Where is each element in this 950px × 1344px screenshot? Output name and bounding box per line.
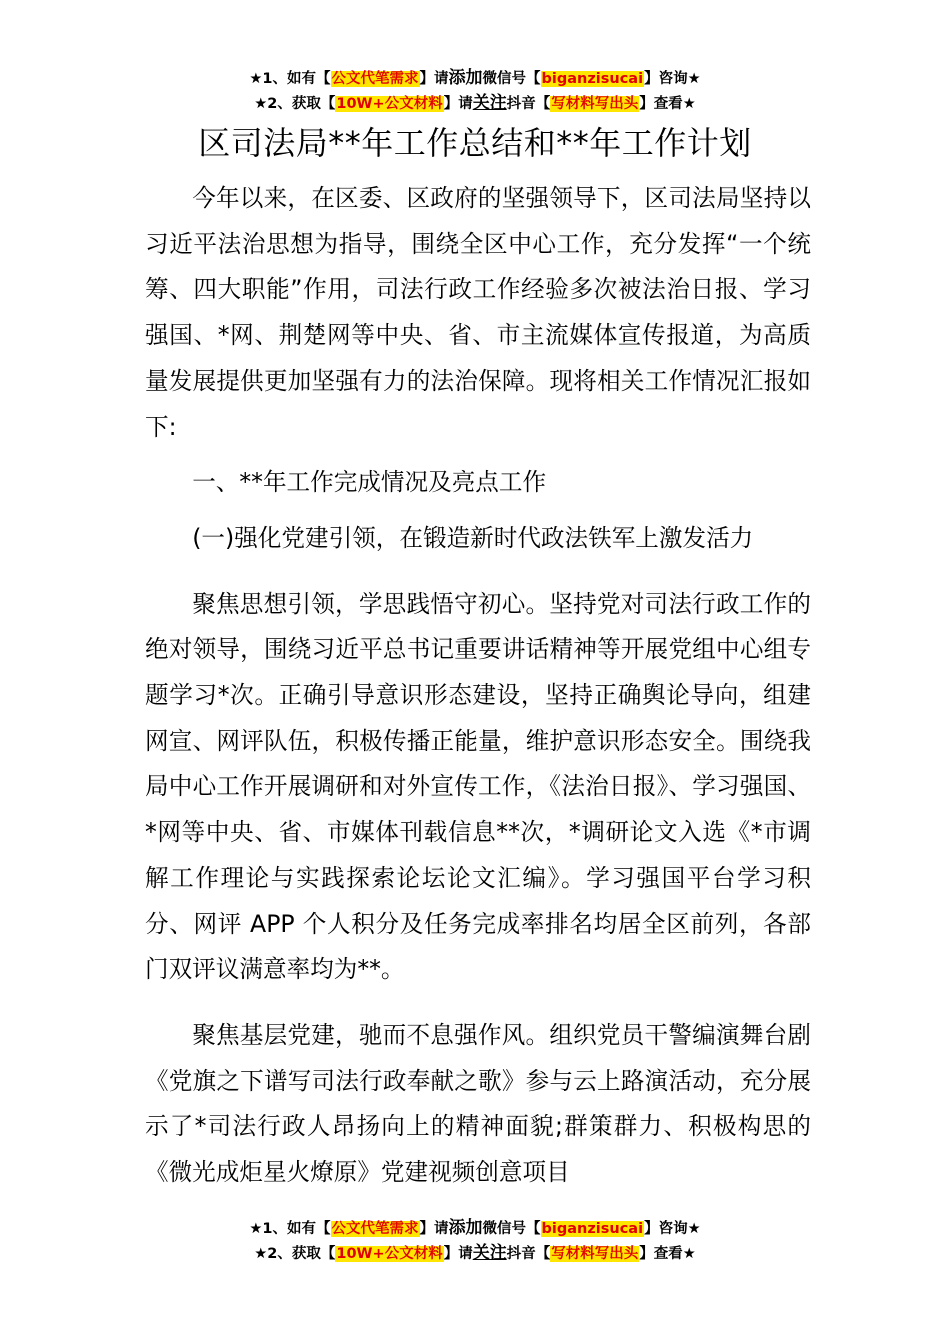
footer-promo-line-1: ★1、如有【公文代笔需求】请添加微信号【biganzisucai】咨询★ xyxy=(249,1218,701,1238)
highlight-materials: 10W+公文材料 xyxy=(336,96,443,112)
header-promo-line-2: ★2、获取【10W+公文材料】请关注抖音【写材料写出头】查看★ xyxy=(254,93,696,113)
body-paragraph: 聚焦基层党建，驰而不息强作风。组织党员干警编演舞台剧《党旗之下谱写司法行政奉献之歌》参与云上路演活动，充分展示了*司法行政人昂扬向上的精神面貌;群策群力、积极构思的《微光成炬星火燎原》党建视频创意项目 xyxy=(145,1020,811,1187)
highlight-ghostwriting: 公文代笔需求 xyxy=(331,71,419,87)
header-promo xyxy=(0,66,950,116)
footer-promo-line-2: ★2、获取【10W+公文材料】请关注抖音【写材料写出头】查看★ xyxy=(254,1243,696,1263)
header-promo-line-1: ★1、如有【公文代笔需求】请添加微信号【biganzisucai】咨询★ xyxy=(249,68,701,88)
highlight-douyin-account: 写材料写出头 xyxy=(551,96,639,112)
highlight-wechat-id: biganzisucai xyxy=(541,71,644,87)
section-heading: 一、**年工作完成情况及亮点工作 xyxy=(192,468,547,497)
body-paragraph: 聚焦思想引领，学思践悟守初心。坚持党对司法行政工作的绝对领导，围绕习近平总书记重要讲话精神等开展党组中心组专题学习*次。正确引导意识形态建设，坚持正确舆论导向，组建网宣、网评队伍，积极传播正能量，维护意识形态安全。围绕我局中心工作开展调研和对外宣传工作，《法治日报》、学习强国、*网等中央、省、市媒体刊载信息**次，*调研论文入选《*市调解工作理论与实践探索论坛论文汇编》。学习强国平台学习积分、网评 APP 个人积分及任务完成率排名均居全区前列，各部门双评议满意率均为**。 xyxy=(145,589,811,984)
highlight-douyin-account: 写材料写出头 xyxy=(551,1246,639,1262)
intro-paragraph: 今年以来，在区委、区政府的坚强领导下，区司法局坚持以习近平法治思想为指导，围绕全区中心工作，充分发挥“一个统筹、四大职能”作用，司法行政工作经验多次被法治日报、学习强国、*网、荆楚网等中央、省、市主流媒体宣传报道，为高质量发展提供更加坚强有力的法治保障。现将相关工作情况汇报如下: xyxy=(145,184,811,441)
document-body xyxy=(145,176,811,1196)
highlight-ghostwriting: 公文代笔需求 xyxy=(331,1221,419,1237)
highlight-materials: 10W+公文材料 xyxy=(336,1246,443,1262)
document-title: 区司法局**年工作总结和**年工作计划 xyxy=(198,124,752,162)
subsection-heading: (一)强化党建引领，在锻造新时代政法铁军上激发活力 xyxy=(192,523,754,552)
highlight-wechat-id: biganzisucai xyxy=(541,1221,644,1237)
footer-promo xyxy=(0,1216,950,1266)
